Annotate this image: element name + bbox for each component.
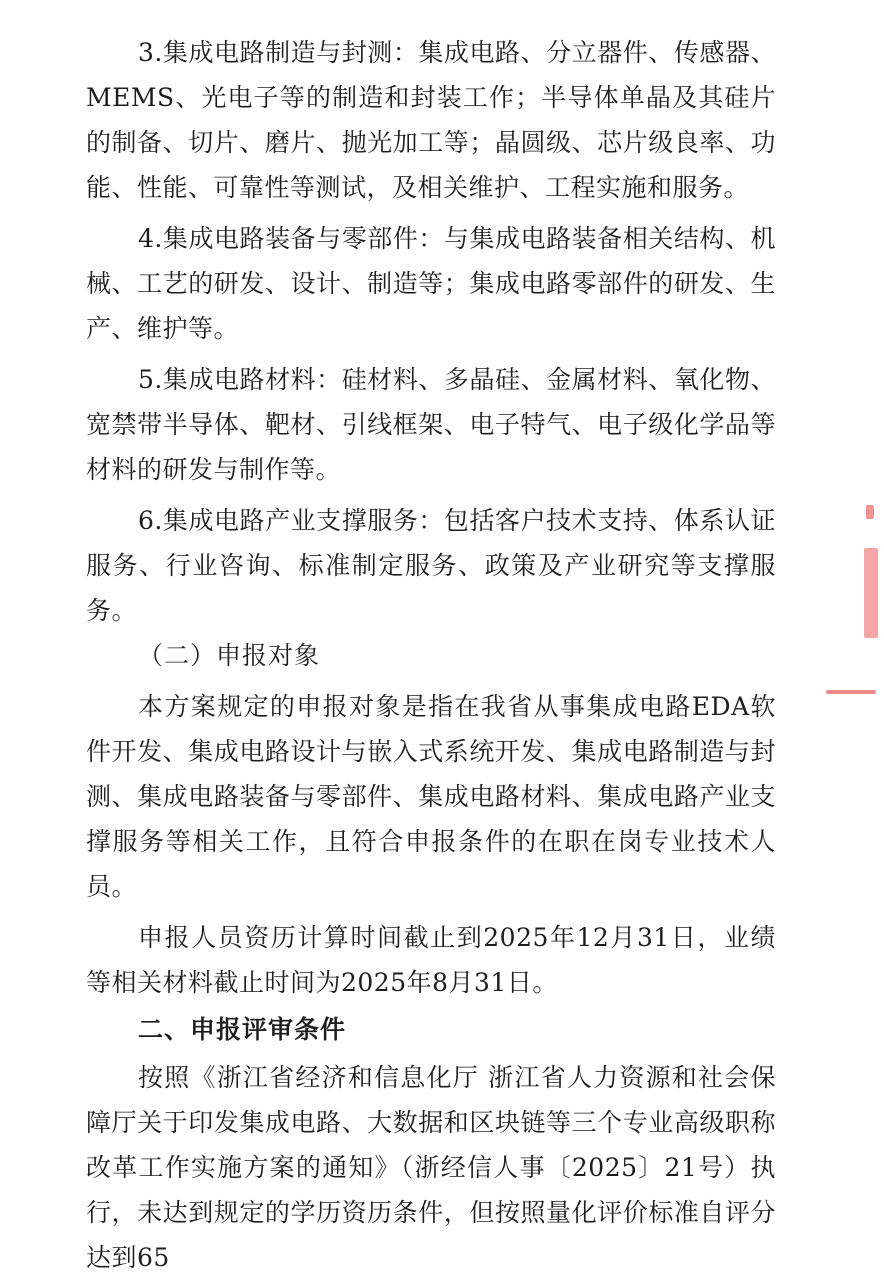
- section-heading-review-conditions: 二、申报评审条件: [138, 1015, 347, 1044]
- seal-fragment: [866, 505, 874, 519]
- paragraph-ic-support-services: 6.集成电路产业支撑服务：包括客户技术支持、体系认证服务、行业咨询、标准制定服务、政策及产业研究等支撑服务。: [86, 506, 776, 625]
- subheading-applicants: （二）申报对象: [138, 641, 321, 670]
- paragraph-ic-manufacturing: 3.集成电路制造与封测：集成电路、分立器件、传感器、MEMS、光电子等的制造和封装工作；半导体单晶及其硅片的制备、切片、磨片、抛光加工等；晶圆级、芯片级良率、功能、性能、可靠性等测试，及相关维护、工程实施和服务。: [86, 38, 776, 202]
- seal-fragment: [864, 548, 878, 638]
- paragraph-ic-materials: 5.集成电路材料：硅材料、多晶硅、金属材料、氧化物、宽禁带半导体、靶材、引线框架、电子特气、电子级化学品等材料的研发与制作等。: [86, 365, 776, 484]
- seal-fragment: [826, 690, 876, 694]
- paragraph-ic-equipment: 4.集成电路装备与零部件：与集成电路装备相关结构、机械、工艺的研发、设计、制造等；集成电路零部件的研发、生产、维护等。: [86, 224, 776, 343]
- paragraph-review-conditions: 按照《浙江省经济和信息化厅 浙江省人力资源和社会保障厅关于印发集成电路、大数据和区块链等三个专业高级职称改革工作实施方案的通知》（浙经信人事〔2025〕21号）执行，未达到规定的学历资历条件，但按照量化评价标准自评分达到65: [86, 1063, 776, 1272]
- paragraph-deadline: 申报人员资历计算时间截止到2025年12月31日，业绩等相关材料截止时间为2025年8月31日。: [86, 923, 776, 997]
- paragraph-applicant-scope: 本方案规定的申报对象是指在我省从事集成电路EDA软件开发、集成电路设计与嵌入式系统开发、集成电路制造与封测、集成电路装备与零部件、集成电路材料、集成电路产业支撑服务等相关工作，且符合申报条件的在职在岗专业技术人员。: [86, 692, 776, 901]
- document-body: [86, 30, 776, 1280]
